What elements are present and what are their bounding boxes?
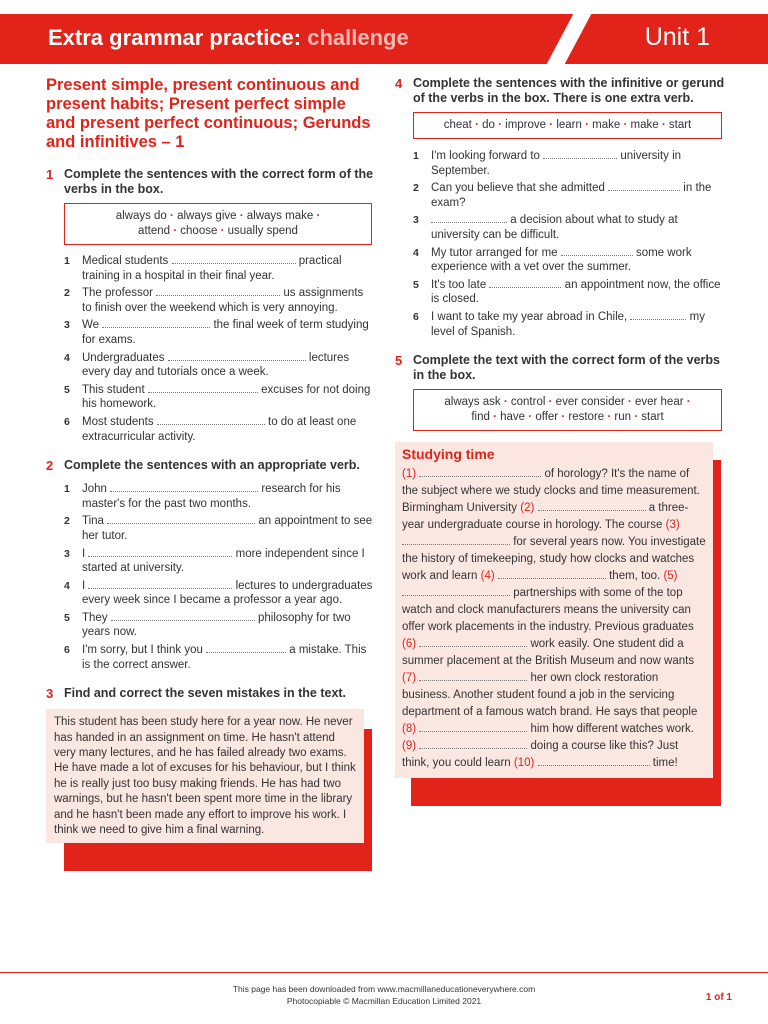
header-title <box>48 25 409 51</box>
item-number: 5 <box>413 278 419 291</box>
list-item <box>64 286 374 315</box>
bullet-icon: · <box>585 119 589 131</box>
word-box-word: always make <box>246 210 314 222</box>
answer-blank[interactable] <box>111 611 255 621</box>
bullet-icon: · <box>561 411 566 424</box>
item-text: I want to take my year abroad in Chile, <box>431 310 628 323</box>
answer-blank[interactable] <box>419 739 527 749</box>
exercise-4-instruction <box>395 76 725 106</box>
list-item <box>64 643 374 672</box>
answer-blank[interactable] <box>561 246 633 256</box>
word-box-word: make <box>630 119 659 131</box>
page-number: 1 of 1 <box>705 992 732 1003</box>
exercise-2-sentences <box>64 482 374 672</box>
exercise-4-sentences <box>413 149 725 339</box>
word-box-word: learn <box>556 119 582 131</box>
word-box-word: attend <box>138 225 171 237</box>
story-segment: of horology? It's the name of the subject where we study clocks and time measurement. Birmingham University <box>402 467 700 514</box>
item-text: Can you believe that she admitted <box>431 182 605 195</box>
gap-number: (10) <box>513 756 535 769</box>
gap-number: (7) <box>402 671 417 684</box>
item-text: the final week of term studying for exams. <box>82 319 369 346</box>
story-segment: partnerships with some of the top watch and clock manufacturers means the university can offer work placements in the industry. Previous graduates <box>402 586 694 633</box>
item-text: some work experience with a vet over the summer. <box>431 246 692 274</box>
bullet-icon: · <box>686 396 691 409</box>
item-text: We <box>82 319 100 332</box>
exercise-4-word-box <box>413 112 722 139</box>
item-text: My tutor arranged for me <box>431 246 558 259</box>
bullet-icon: · <box>475 119 479 131</box>
word-box-word: restore <box>568 411 605 424</box>
exercise-1-sentences <box>64 254 374 444</box>
word-box-word: offer <box>535 411 559 424</box>
exercise-2-instruction-text: Complete the sentences with an appropriate verb. <box>64 458 360 473</box>
item-number: 5 <box>64 383 70 396</box>
item-number: 6 <box>64 415 70 428</box>
bullet-icon: · <box>607 411 612 424</box>
list-item <box>64 318 374 347</box>
footer-divider <box>0 972 768 973</box>
bullet-icon: · <box>239 210 244 222</box>
story-segment: a three-year undergraduate course in horology. The course <box>402 501 689 531</box>
item-number: 2 <box>64 515 70 528</box>
story-segment: work easily. One student did a summer placement at the British Museum and now wants <box>402 637 695 667</box>
gap-number: (6) <box>402 637 417 650</box>
item-text: us assignments to finish over the weekend which is very annoying. <box>82 287 364 314</box>
item-text: practical training in a hospital in their final year. <box>82 255 342 282</box>
answer-blank[interactable] <box>431 213 507 223</box>
story-segment: him how different watches work. <box>530 722 694 735</box>
list-item <box>64 514 374 543</box>
answer-blank[interactable] <box>102 318 210 328</box>
bullet-icon: · <box>316 210 321 222</box>
item-text: Undergraduates <box>82 351 165 364</box>
word-box-word: make <box>592 119 621 131</box>
gap-number: (4) <box>480 569 495 582</box>
item-number: 3 <box>64 547 70 560</box>
item-text: excuses for not doing his homework. <box>82 383 371 411</box>
answer-blank[interactable] <box>88 579 232 589</box>
list-item <box>413 181 725 210</box>
word-box-word: improve <box>505 119 547 131</box>
gap-number: (3) <box>665 518 680 531</box>
word-box-word: always ask <box>444 396 501 409</box>
item-text: research for his master's for the past two months. <box>82 483 341 510</box>
bullet-icon: · <box>549 119 554 131</box>
exercise-4-number: 4 <box>395 76 403 91</box>
mistakes-text: This student has been study here for a year now. He never has handed in an assignment on time. He hasn't attend very many lectures, and he has failed already two exams. He have made a lot of excuses for his behaviour, but I think he is really just too busy making friends. He has had two warnings, but he hasn't been spent more time in the library and he hasn't been made any effort to improve his work. I think we need to give him a final warning. <box>46 709 364 842</box>
answer-blank[interactable] <box>538 501 646 511</box>
story-segment: doing a course like this? Just think, you could learn <box>402 739 679 769</box>
gap-number: (5) <box>663 569 678 582</box>
answer-blank[interactable] <box>543 149 617 159</box>
item-number: 3 <box>413 214 419 227</box>
exercise-2-number: 2 <box>46 458 54 474</box>
answer-blank[interactable] <box>110 482 258 492</box>
item-text: It's too late <box>431 278 487 291</box>
list-item <box>413 149 725 178</box>
answer-blank[interactable] <box>206 643 286 653</box>
item-number: 1 <box>64 483 70 496</box>
item-text: an appointment now, the office is closed. <box>431 278 721 306</box>
word-box-word: ever hear <box>634 396 684 409</box>
list-item <box>64 611 374 640</box>
item-text: to do at least one extracurricular activity. <box>82 415 357 443</box>
exercise-1-number: 1 <box>46 167 54 182</box>
header-title-text: Extra grammar practice: <box>48 25 302 50</box>
item-text: in the exam? <box>431 182 712 209</box>
answer-blank[interactable] <box>538 756 650 766</box>
item-text: I <box>82 547 86 560</box>
answer-blank[interactable] <box>419 671 527 681</box>
list-item <box>64 482 374 511</box>
item-number: 4 <box>413 246 419 259</box>
item-text: The professor <box>82 287 153 300</box>
item-number: 1 <box>64 255 70 267</box>
exercise-4-instruction-text: Complete the sentences with the infinitive or gerund of the verbs in the box. There is one extra verb. <box>413 76 725 105</box>
exercise-1-instruction <box>46 167 374 197</box>
item-text: I'm looking forward to <box>431 150 540 162</box>
story-segment: for several years now. You investigate the history of timekeeping, study how clocks and watches work and learn <box>402 535 706 582</box>
word-box-word: have <box>500 411 526 424</box>
item-text: lectures every day and tutorials once a week. <box>82 351 350 379</box>
story-textbox <box>395 442 713 777</box>
list-item <box>64 383 374 412</box>
story-panel <box>395 442 713 777</box>
header-challenge: challenge <box>307 25 409 50</box>
word-box-line-2 <box>422 410 713 425</box>
item-number: 6 <box>413 310 419 323</box>
word-box-word: cheat <box>443 119 472 131</box>
answer-blank[interactable] <box>168 351 306 361</box>
item-text: John <box>82 483 107 496</box>
exercise-3-instruction-text: Find and correct the seven mistakes in the text. <box>64 686 347 701</box>
list-item <box>413 246 725 275</box>
item-text: more independent since I started at university. <box>82 547 365 575</box>
bullet-icon: · <box>220 225 225 237</box>
bullet-icon: · <box>623 119 628 131</box>
right-column <box>395 76 725 778</box>
footer-text <box>0 983 768 1007</box>
left-column <box>46 76 374 843</box>
answer-blank[interactable] <box>156 286 280 296</box>
exercise-1-word-box <box>64 203 372 245</box>
bullet-icon: · <box>493 411 497 424</box>
answer-blank[interactable] <box>88 547 232 557</box>
word-box-line-2 <box>73 224 363 239</box>
exercise-3-textbox <box>46 709 364 842</box>
exercise-5-number: 5 <box>395 353 403 369</box>
item-number: 3 <box>64 319 70 332</box>
item-number: 6 <box>64 644 70 657</box>
list-item <box>64 254 374 283</box>
gap-number: (9) <box>402 739 417 752</box>
word-box-word: start <box>641 411 664 424</box>
exercise-2-instruction <box>46 458 374 473</box>
word-box-word: start <box>668 119 692 131</box>
exercise-3-number: 3 <box>46 686 54 702</box>
answer-blank[interactable] <box>107 514 255 524</box>
answer-blank[interactable] <box>419 722 527 732</box>
answer-blank[interactable] <box>419 467 541 477</box>
word-box-word: always do <box>115 210 167 222</box>
answer-blank[interactable] <box>402 535 510 545</box>
word-box-word: always give <box>177 210 237 222</box>
list-item <box>64 351 374 380</box>
word-box-word: find <box>471 411 490 424</box>
item-number: 4 <box>64 351 70 364</box>
item-text: an appointment to see her tutor. <box>82 515 373 542</box>
item-text: lectures to undergraduates every week since I became a professor a year ago. <box>82 579 373 607</box>
bullet-icon: · <box>173 225 178 237</box>
exercise-5-instruction <box>395 353 725 383</box>
item-text: Tina <box>82 515 104 528</box>
story-segment: her own clock restoration business. Another student found a job in the servicing department of a famous watch brand. He says that people <box>402 671 698 718</box>
exercise-3-instruction <box>46 686 374 701</box>
answer-blank[interactable] <box>172 254 296 264</box>
answer-blank[interactable] <box>489 278 561 288</box>
word-box-word: choose <box>180 225 218 237</box>
item-number: 2 <box>64 287 70 300</box>
word-box-word: control <box>510 396 546 409</box>
gap-number: (1) <box>402 467 417 480</box>
word-box-word: ever consider <box>555 396 625 409</box>
list-item <box>64 579 374 608</box>
answer-blank[interactable] <box>402 586 510 596</box>
item-number: 5 <box>64 611 70 624</box>
list-item <box>64 415 374 444</box>
bullet-icon: · <box>634 411 639 424</box>
bullet-icon: · <box>503 396 508 409</box>
item-number: 1 <box>413 150 419 162</box>
word-box-line-1 <box>73 209 363 224</box>
answer-blank[interactable] <box>498 569 606 579</box>
word-box-word: do <box>482 119 495 131</box>
bullet-icon: · <box>661 119 666 131</box>
item-text: a decision about what to study at university can be difficult. <box>431 214 678 241</box>
item-text: Most students <box>82 415 154 428</box>
page-title: Present simple, present continuous and present habits; Present perfect simple and present perfect continuous; Gerunds and infinitives – 1 <box>46 76 371 151</box>
story-text <box>402 466 706 772</box>
item-text: They <box>82 611 108 624</box>
story-segment: them, too. <box>609 569 661 582</box>
unit-label: Unit 1 <box>644 23 710 51</box>
list-item <box>64 547 374 576</box>
item-text: philosophy for two years now. <box>82 611 351 639</box>
answer-blank[interactable] <box>608 181 680 191</box>
item-text: I'm sorry, but I think you <box>82 644 203 657</box>
item-text: my level of Spanish. <box>431 310 705 338</box>
word-box-line-1 <box>422 395 713 410</box>
item-number: 2 <box>413 182 419 195</box>
item-text: a mistake. This is the correct answer. <box>82 644 367 671</box>
bullet-icon: · <box>627 396 632 409</box>
answer-blank[interactable] <box>148 383 258 393</box>
item-text: university in September. <box>431 150 682 177</box>
exercise-5-instruction-text: Complete the text with the correct form of the verbs in the box. <box>413 353 720 383</box>
word-box-word: run <box>614 411 632 424</box>
bullet-icon: · <box>528 411 533 424</box>
footer-download-note: This page has been downloaded from www.macmillaneducationeverywhere.com <box>232 984 536 994</box>
bullet-icon: · <box>548 396 553 409</box>
answer-blank[interactable] <box>157 415 265 425</box>
page-header <box>0 14 768 64</box>
answer-blank[interactable] <box>419 637 527 647</box>
gap-number: (8) <box>402 722 417 735</box>
item-text: I <box>82 579 86 592</box>
footer-copyright: Photocopiable © Macmillan Education Limited 2021 <box>286 996 482 1006</box>
item-text: Medical students <box>82 255 169 267</box>
bullet-icon: · <box>498 119 502 131</box>
answer-blank[interactable] <box>630 310 686 320</box>
gap-number: (2) <box>520 501 535 514</box>
item-number: 4 <box>64 579 70 592</box>
list-item <box>413 278 725 307</box>
list-item <box>413 310 725 339</box>
word-box-word: usually spend <box>227 225 298 237</box>
item-text: This student <box>82 383 145 396</box>
exercise-5-word-box <box>413 389 722 431</box>
story-title: Studying time <box>402 446 495 463</box>
bullet-icon: · <box>170 210 174 222</box>
story-segment: time! <box>652 756 678 769</box>
list-item <box>413 213 725 242</box>
exercise-1-instruction-text: Complete the sentences with the correct form of the verbs in the box. <box>64 167 374 196</box>
